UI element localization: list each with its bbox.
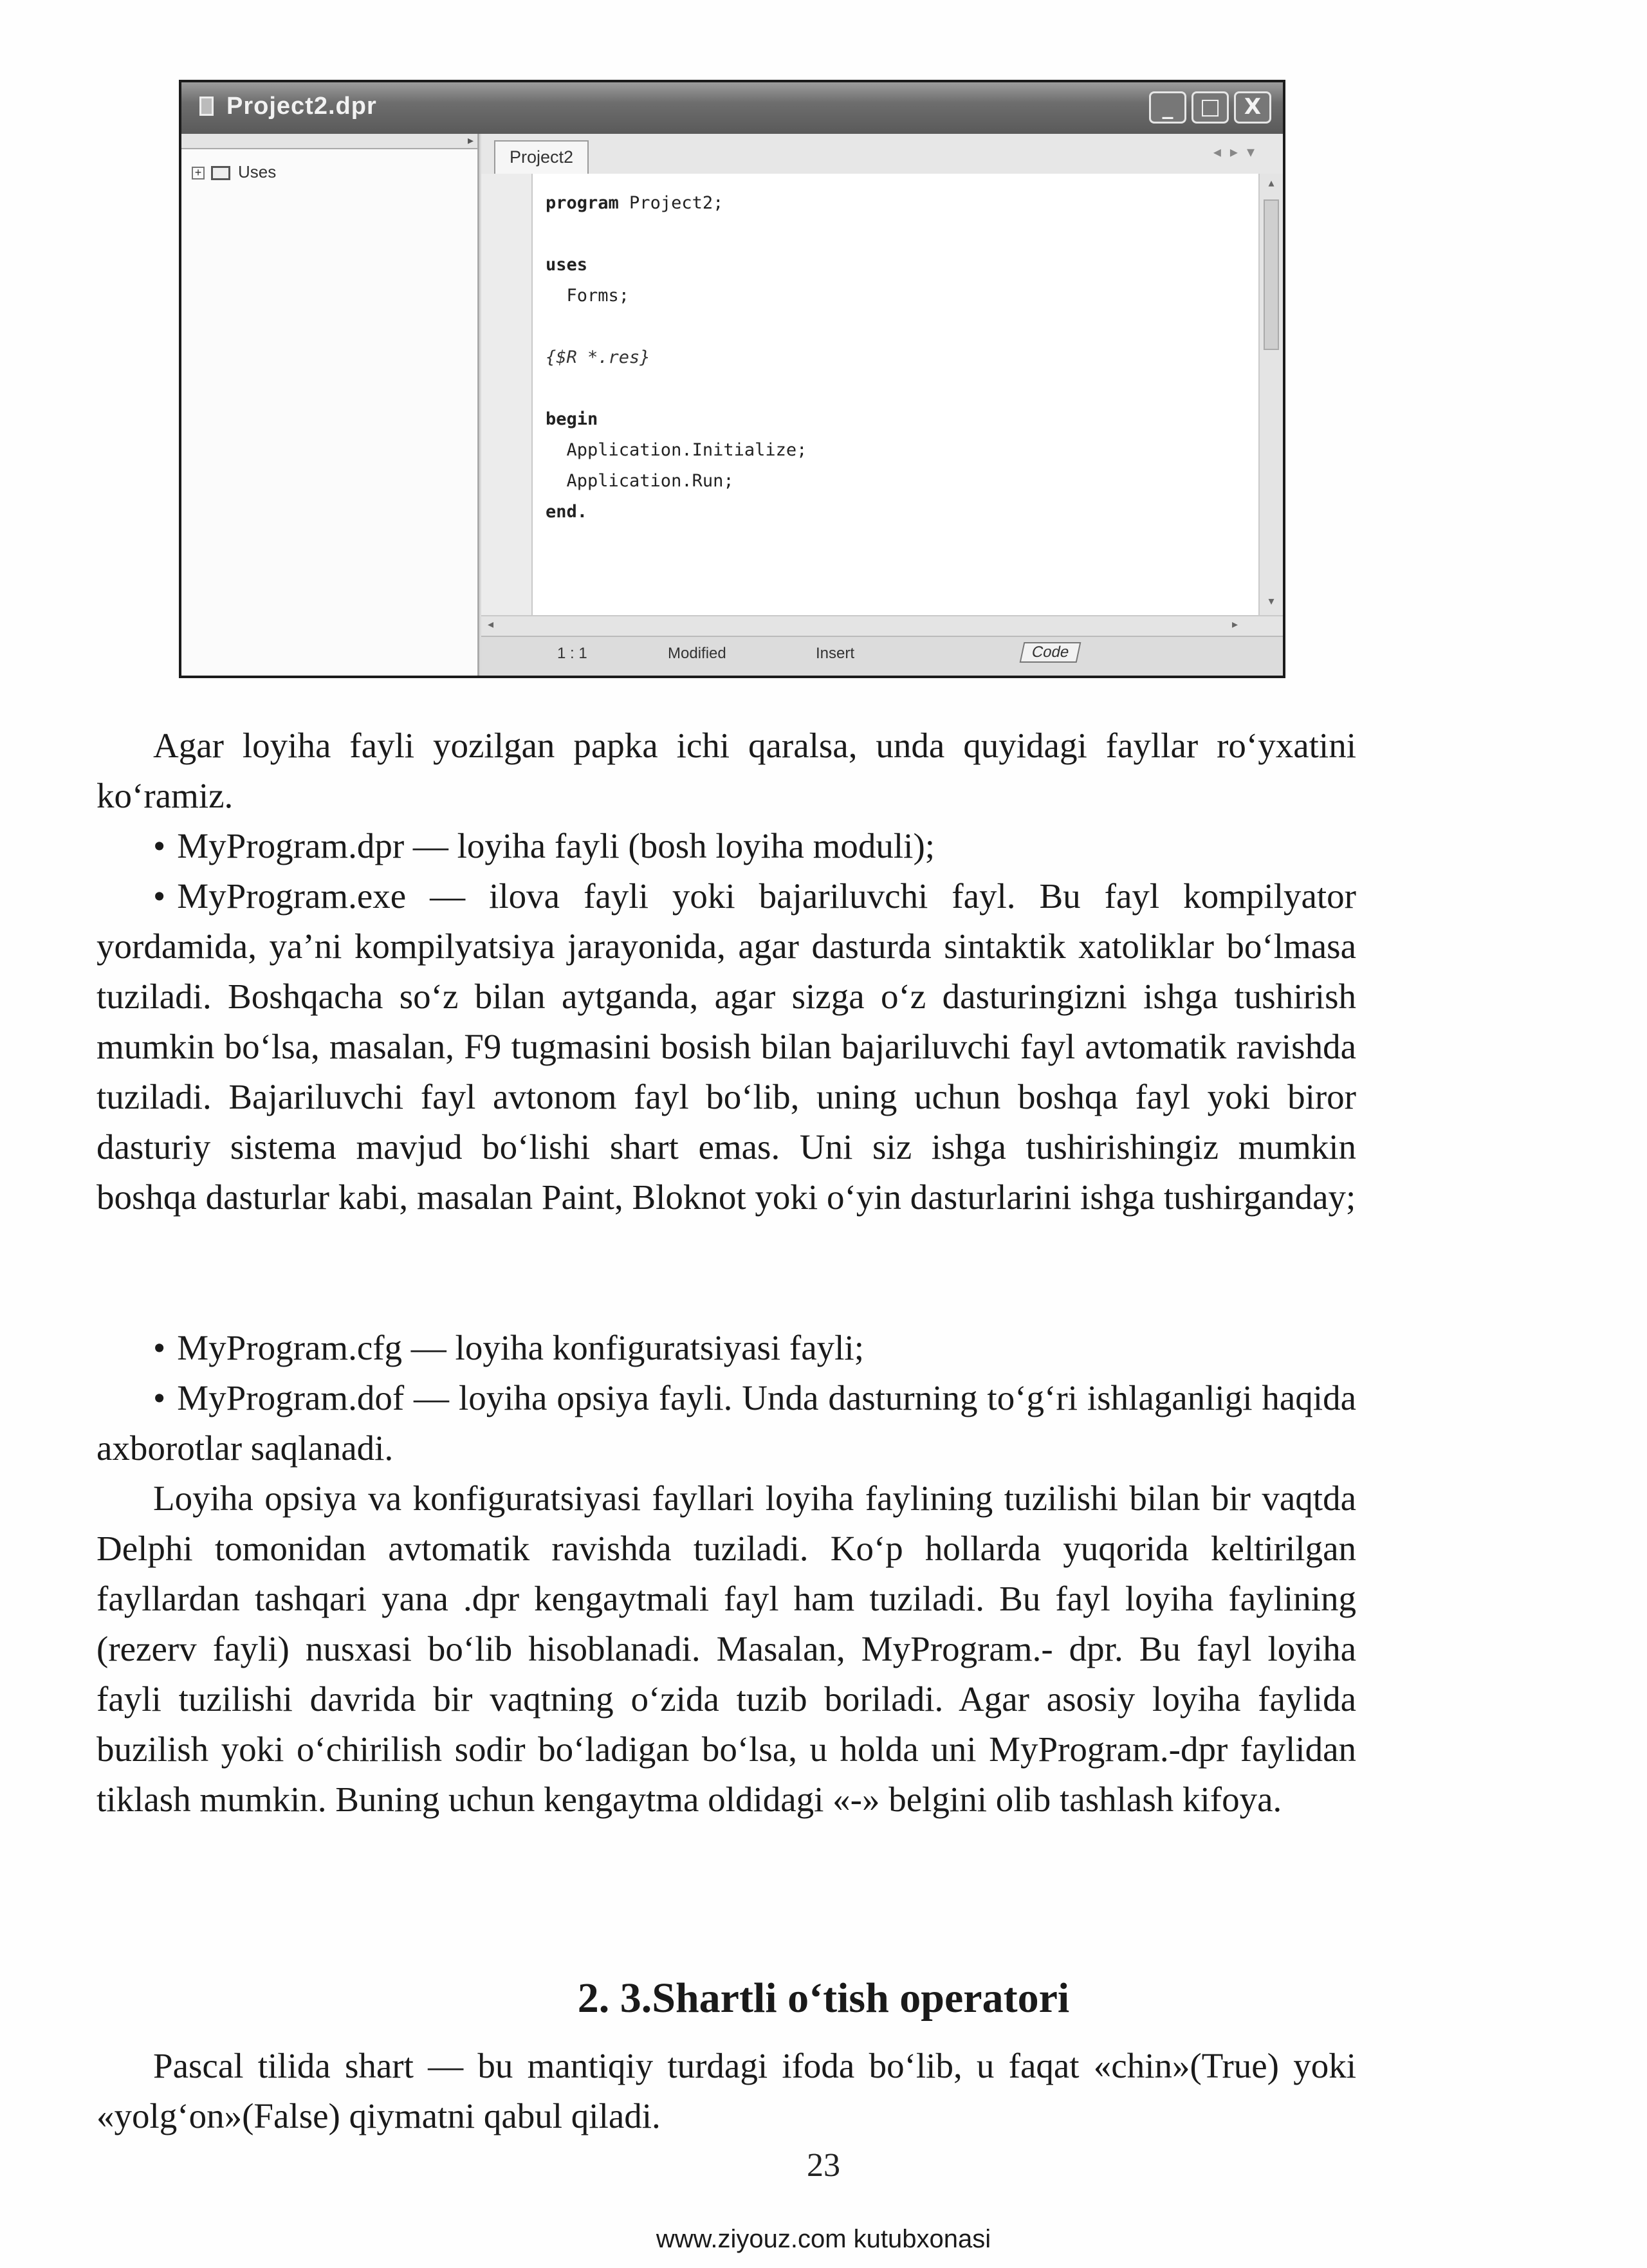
code-line: uses (546, 255, 588, 275)
project-tree-pane (181, 134, 479, 676)
window-title: Project2.dpr (226, 93, 377, 120)
delphi-project-window (179, 80, 1285, 678)
bullet-exe: • MyProgram.exe — ilova fayli yoki bajariluvchi fayl. Bu fayl kompilyator yordamida, ya’ni kompilyatsiya jarayonida, agar dasturda sintaktik xatoliklar bo‘lmasa tuziladi. Boshqacha so‘z bilan aytganda, agar sizga o‘z dasturingizni ishga tushirish mumkin bo‘lsa, masalan, F9 tugmasini bosish bilan bajariluvchi fayl avtomatik ravishda tuziladi. Bajariluvchi fayl avtonom fayl bo‘lib, uning uchun boshqa fayl yoki biror dasturiy sistema mavjud bo‘lishi shart emas. Uni siz ishga tushirishingiz mumkin boshqa dasturlar kabi, masalan Paint, Bloknot yoki o‘yin dasturlarini ishga tushirganday; (97, 871, 1356, 1222)
paragraph-condition: Pascal tilida shart — bu mantiqiy turdagi ifoda bo‘lib, u faqat «chin»(True) yoki «yolg‘on»(False) qiymatni qabul qiladi. (97, 2046, 1356, 2135)
code-line: {$R *.res} (546, 347, 650, 367)
cursor-position: 1 : 1 (557, 645, 587, 662)
close-button[interactable]: X (1234, 91, 1271, 124)
minimize-button[interactable]: _ (1149, 91, 1186, 124)
folder-icon (211, 166, 230, 180)
footer-watermark: www.ziyouz.com kutubxonasi (656, 2225, 991, 2253)
modified-indicator: Modified (668, 645, 726, 662)
editor-status-bar (481, 636, 1283, 676)
vertical-scrollbar[interactable] (1258, 174, 1283, 616)
code-editor[interactable] (481, 174, 1283, 616)
scroll-up-icon[interactable]: ▴ (1268, 176, 1274, 190)
editor-tab-strip (481, 134, 1283, 174)
code-line: Forms; (546, 286, 630, 306)
code-line (546, 219, 807, 250)
code-line (546, 311, 807, 342)
code-line: Application.Run; (546, 471, 734, 491)
bullet-dpr: • MyProgram.dpr — loyiha fayli (bosh loyiha moduli); (97, 821, 1356, 871)
bullet-cfg: • MyProgram.cfg — loyiha konfiguratsiyasi fayli; (97, 1323, 1356, 1373)
horizontal-scrollbar[interactable] (481, 615, 1283, 637)
expand-icon[interactable]: + (192, 167, 205, 180)
code-line: program Project2; (546, 193, 724, 213)
window-titlebar[interactable] (181, 82, 1283, 134)
page-number: 23 (807, 2147, 840, 2184)
intro-paragraph: Agar loyiha fayli yozilgan papka ichi qaralsa, unda quyidagi fayllar ro‘yxatini ko‘ramiz. (97, 726, 1356, 815)
bullet-dof: • MyProgram.dof — loyiha opsiya fayli. Unda dasturning to‘g‘ri ishlaganligi haqida axborotlar saqlanadi. (97, 1373, 1356, 1473)
scroll-thumb[interactable] (1264, 199, 1279, 350)
document-icon (199, 97, 214, 116)
code-line: end. (546, 502, 588, 522)
editor-gutter (481, 174, 533, 616)
scroll-right-icon[interactable]: ▸ (1231, 618, 1238, 631)
code-line (546, 373, 807, 404)
tab-navigation-icon[interactable]: ◂▸▾ (1213, 143, 1264, 161)
scroll-down-icon[interactable]: ▾ (1268, 595, 1274, 608)
tree-node-uses[interactable] (192, 162, 276, 182)
scroll-left-icon[interactable]: ◂ (488, 618, 494, 631)
tree-node-label: Uses (238, 162, 277, 181)
tree-scroll-header[interactable] (181, 134, 477, 149)
code-line: Application.Initialize; (546, 440, 807, 460)
tab-code[interactable]: Code (1020, 642, 1081, 663)
tab-project2[interactable]: Project2 (494, 140, 589, 175)
paragraph-backup-file: Loyiha opsiya va konfiguratsiyasi fayllari loyiha faylining tuzilishi bilan bir vaqtda Delphi tomonidan avtomatik ravishda tuziladi. Ko‘p hollarda yuqorida keltirilgan fayllardan tashqari yana .dpr kengaytmali fayl ham tuziladi. Bu fayl loyiha faylining (rezerv fayli) nusxasi bo‘lib hisoblanadi. Masalan, MyProgram.- dpr. Bu fayl loyiha fayli tuzilishi davrida bir vaqtning o‘zida tuzib boriladi. Agar asosiy loyiha faylida buzilish yoki o‘chirilish sodir bo‘ladigan bo‘lsa, u holda uni MyProgram.-dpr faylidan tiklash mumkin. Buning uchun kengaytma oldidagi «-» belgini olib tashlash kifoya. (97, 1479, 1356, 1819)
insert-mode-indicator: Insert (816, 645, 855, 662)
window-client (181, 134, 1283, 676)
maximize-button[interactable]: □ (1192, 91, 1229, 124)
scroll-right-icon[interactable]: ▸ (467, 134, 474, 147)
code-line: begin (546, 409, 598, 429)
section-heading: 2. 3.Shartli o‘tish operatori (577, 1975, 1070, 2022)
source-code (546, 188, 807, 528)
